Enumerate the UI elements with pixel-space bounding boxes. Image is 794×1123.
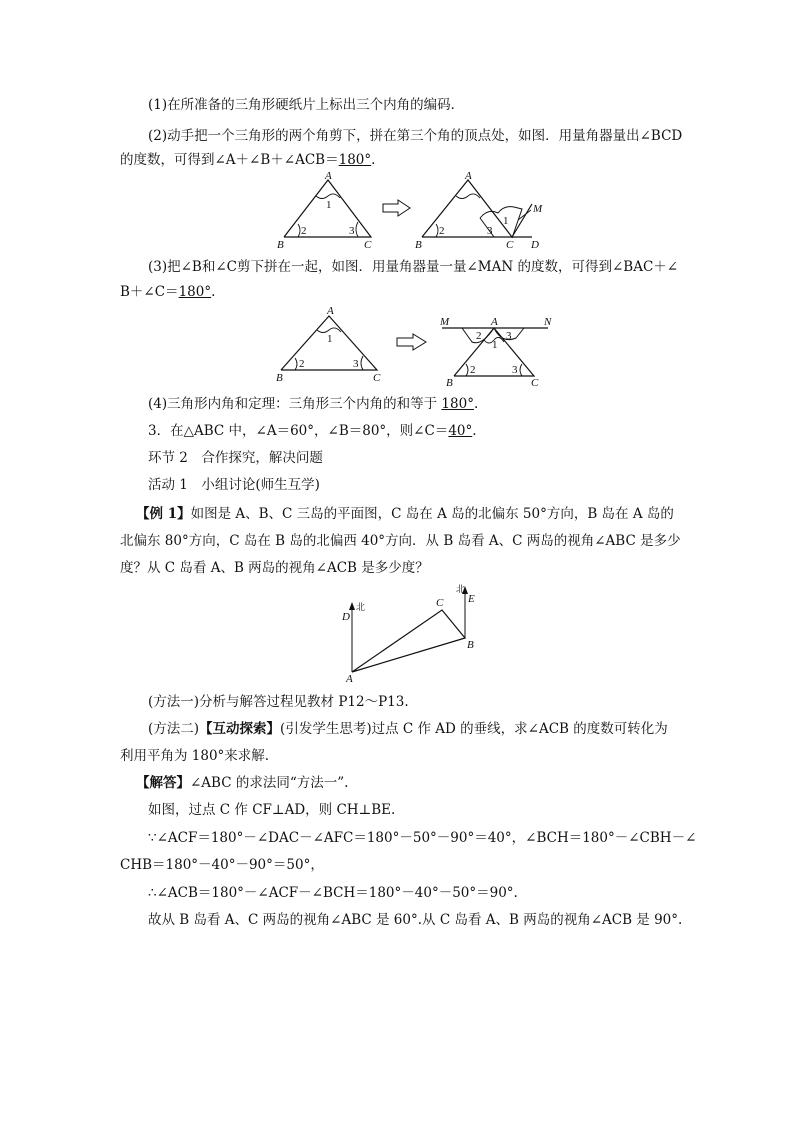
island-label-C: C	[436, 597, 444, 609]
activity-heading: 活动 1 小组讨论(师生互学)	[148, 477, 320, 493]
answer-line-4: CHB＝180°－40°－90°＝50°，	[120, 857, 324, 873]
fig2-label-D: D	[531, 239, 539, 251]
fig1-label-B: B	[277, 239, 284, 251]
section-heading: 环节 2 合作探究，解决问题	[148, 450, 323, 466]
fig4-label-N: N	[544, 316, 552, 328]
step-1: (1)在所准备的三角形硬纸片上标出三个内角的编码．	[148, 97, 465, 113]
method-2-line-2: 利用平角为 180°来求解.	[120, 748, 270, 764]
figure-island-map	[338, 584, 488, 684]
step-4: (4)三角形内角和定理：三角形三个内角的和等于 180°.	[148, 396, 479, 412]
fig2-label-M: M	[533, 203, 543, 215]
step-2-line-1: (2)动手把一个三角形的两个角剪下，拼在第三个角的顶点处，如图．用量角器量出∠BCD	[148, 128, 683, 144]
fig3-angle-2: 2	[299, 358, 305, 370]
fig1-label-A: A	[325, 170, 332, 182]
fig4-angle-3-top: 3	[506, 330, 512, 342]
step-3-line-2: B＋∠C＝180°.	[120, 284, 216, 300]
method-2-line-1: (方法二)【互动探索】(引发学生思考)过点 C 作 AD 的垂线，求∠ACB 的度数可转化为	[148, 721, 668, 737]
step-3-line-1: (3)把∠B和∠C剪下拼在一起，如图．用量角器量一量∠MAN 的度数，可得到∠BAC＋∠	[148, 259, 679, 275]
figure-triangle-original-2	[273, 306, 393, 386]
north-label: 北	[456, 585, 466, 595]
fig3-angle-1: 1	[327, 333, 333, 345]
example-1-line-2: 北偏东 80°方向，C 岛在 B 岛的北偏西 40°方向．从 B 岛看 A、C 两岛的视角∠ABC 是多少	[120, 533, 681, 549]
fig2-angle-1: 1	[503, 215, 509, 227]
fig3-label-A: A	[327, 305, 334, 317]
fig4-label-B: B	[446, 377, 453, 389]
answer-line-5: ∴∠ACB＝180°－∠ACF－∠BCH＝180°－40°－50°＝90°.	[148, 885, 518, 901]
method-1: (方法一)分析与解答过程见教材 P12～P13.	[148, 694, 409, 710]
island-label-D: D	[342, 611, 350, 623]
fig1-angle-2: 2	[301, 225, 307, 237]
fig2-angle-3: 3	[487, 225, 493, 237]
answer-blank: 40°	[448, 423, 473, 439]
fig3-angle-3: 3	[353, 358, 359, 370]
fig2-label-A: A	[465, 170, 472, 182]
fig1-angle-1: 1	[326, 199, 332, 211]
question-3: 3．在△ABC 中，∠A＝60°，∠B＝80°，则∠C＝40°.	[148, 423, 477, 439]
example-1-line-1: 【例 1】如图是 A、B、C 三岛的平面图，C 岛在 A 岛的北偏东 50°方向，B 岛在 A 岛的	[136, 506, 674, 522]
answer-conclusion: 故从 B 岛看 A、C 两岛的视角∠ABC 是 60°.从 C 岛看 A、B 两岛的视角∠ACB 是 90°.	[148, 912, 683, 928]
fig2-label-C: C	[506, 239, 514, 251]
figure-triangle-rearranged-1	[414, 172, 554, 252]
figure-triangle-original-1	[276, 172, 386, 252]
fig1-label-C: C	[364, 239, 372, 251]
example-1-line-3: 度？从 C 岛看 A、B 两岛的视角∠ACB 是多少度？	[120, 560, 429, 576]
north-label: 北	[356, 603, 366, 613]
fig4-label-M: M	[440, 316, 450, 328]
fig2-angle-2: 2	[439, 225, 445, 237]
fig4-angle-3: 3	[512, 364, 518, 376]
fig3-label-B: B	[276, 372, 283, 384]
figure-triangle-rearranged-2	[438, 312, 558, 392]
island-label-B: B	[467, 639, 474, 651]
fig1-angle-3: 3	[349, 225, 355, 237]
fig4-angle-2-top: 2	[476, 330, 482, 342]
answer-line-2: 如图，过点 C 作 CF⊥AD，则 CH⊥BE.	[148, 802, 396, 818]
answer-blank: 180°	[178, 284, 212, 300]
fig4-label-C: C	[531, 377, 539, 389]
island-label-A: A	[346, 673, 353, 685]
fig4-label-A: A	[491, 316, 498, 328]
answer-blank: 180°	[338, 152, 372, 168]
answer-blank: 180°	[441, 396, 474, 412]
fig4-angle-1: 1	[492, 339, 498, 351]
arrow-icon	[382, 200, 412, 216]
fig4-angle-2: 2	[470, 364, 476, 376]
answer-line-3: ∵∠ACF＝180°－∠DAC－∠AFC＝180°－50°－90°＝40°，∠BCH＝180°－∠CBH－∠	[148, 830, 697, 846]
island-label-E: E	[468, 593, 475, 605]
answer-line-1: 【解答】∠ABC 的求法同“方法一”.	[136, 775, 349, 791]
fig2-label-B: B	[415, 239, 422, 251]
fig3-label-C: C	[373, 372, 381, 384]
step-2-line-2: 的度数，可得到∠A＋∠B＋∠ACB＝180°.	[120, 152, 376, 168]
arrow-icon	[396, 334, 428, 350]
